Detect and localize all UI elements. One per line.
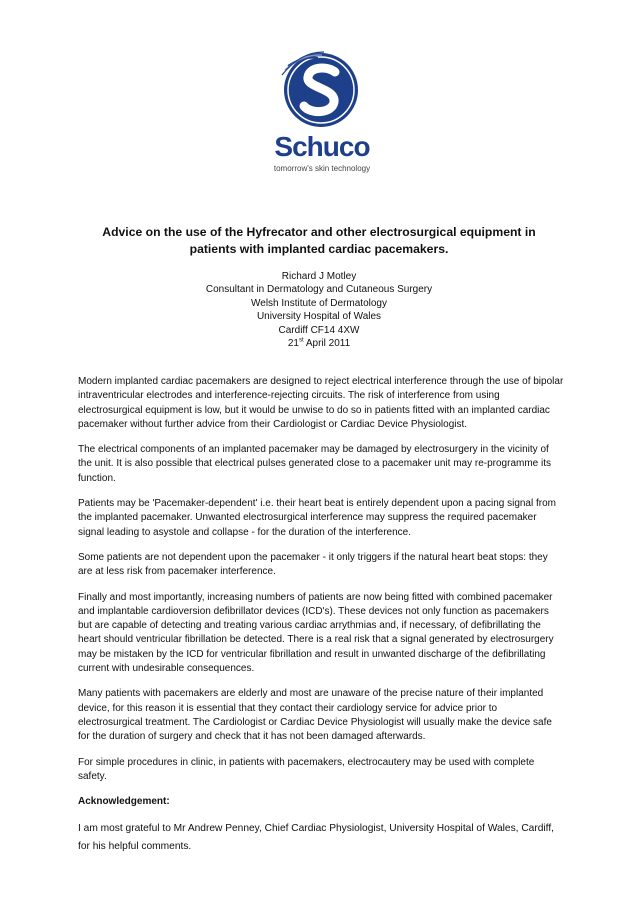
paragraph: Finally and most importantly, increasing numbers of patients are now being fitted with combined pacemaker and implantable cardioversion defibrillator devices (ICD's). These devices not only function as pacemakers but are capable of detecting and treating various cardiac arrythmias and, if necessary, of defibrillating the heart should ventricular fibrillation be detected. There is a real risk that a signal generated by electrosurgery may be mistaken by the ICD for ventricular fibrillation and result in unwanted discharge of the defibrillating current with undesirable consequences.: [78, 591, 554, 675]
paragraph: Many patients with pacemakers are elderly and most are unaware of the precise nature of their implanted device, for this reason it is essential that they contact their cardiology service for advice prior to electrosurgical treatment. The Cardiologist or Cardiac Device Physiologist will usually make the device safe for the duration of surgery and check that it has not been damaged afterwards.: [78, 688, 552, 743]
date-rest: April 2011: [303, 338, 351, 350]
paragraph: Patients may be 'Pacemaker-dependent' i.e. their heart beat is entirely dependent upon a pacing signal from the implanted pacemaker. Unwanted electrosurgical interference may suppress the required pacemaker signal leading to asystole and collapse - for the duration of the interference.: [78, 498, 556, 538]
brand-name: Schuco: [274, 131, 370, 162]
paragraph: For simple procedures in clinic, in patients with pacemakers, electrocautery may be used with complete safety.: [78, 756, 535, 782]
document-body: [78, 375, 564, 867]
document-title: Advice on the use of the Hyfrecator and other electrosurgical equipment in patients with implanted cardiac pacemakers.: [102, 225, 536, 256]
brand-tagline: tomorrow's skin technology: [273, 164, 371, 173]
document-date: [140, 337, 498, 350]
author-name: Richard J Motley: [281, 271, 357, 282]
paragraph: The electrical components of an implanted pacemaker may be damaged by electrosurgery in the vicinity of the unit. It is also possible that electrical pulses generated close to a pacemaker unit may re-programme its function.: [78, 444, 552, 484]
date-day: 21: [287, 338, 299, 350]
author-block: [140, 270, 498, 350]
acknowledgement-heading: Acknowledgement:: [78, 796, 170, 808]
paragraph: Some patients are not dependent upon the pacemaker - it only triggers if the natural heart beat stops: they are at less risk from pacemaker interference.: [78, 551, 548, 578]
author-address: Cardiff CF14 4XW: [278, 324, 360, 336]
author-institute: Welsh Institute of Dermatology: [251, 297, 387, 309]
date-suffix: st: [298, 337, 304, 344]
author-hospital: University Hospital of Wales: [256, 311, 382, 323]
author-role: Consultant in Dermatology and Cutaneous Surgery: [205, 284, 433, 296]
logo-emblem: [258, 48, 384, 138]
acknowledgement-text: I am most grateful to Mr Andrew Penney, Chief Cardiac Physiologist, University Hospital of Wales, Cardiff, for his helpful comments.: [78, 823, 554, 853]
paragraph: Modern implanted cardiac pacemakers are designed to reject electrical interference through the use of bipolar intraventricular electrodes and interference-rejecting circuits. The risk of interference from using electrosurgical equipment is low, but it would be unwise to do so in patients fitted with an implanted cardiac pacemaker without further advice from their Cardiologist or Cardiac Device Physiologist.: [78, 376, 564, 430]
